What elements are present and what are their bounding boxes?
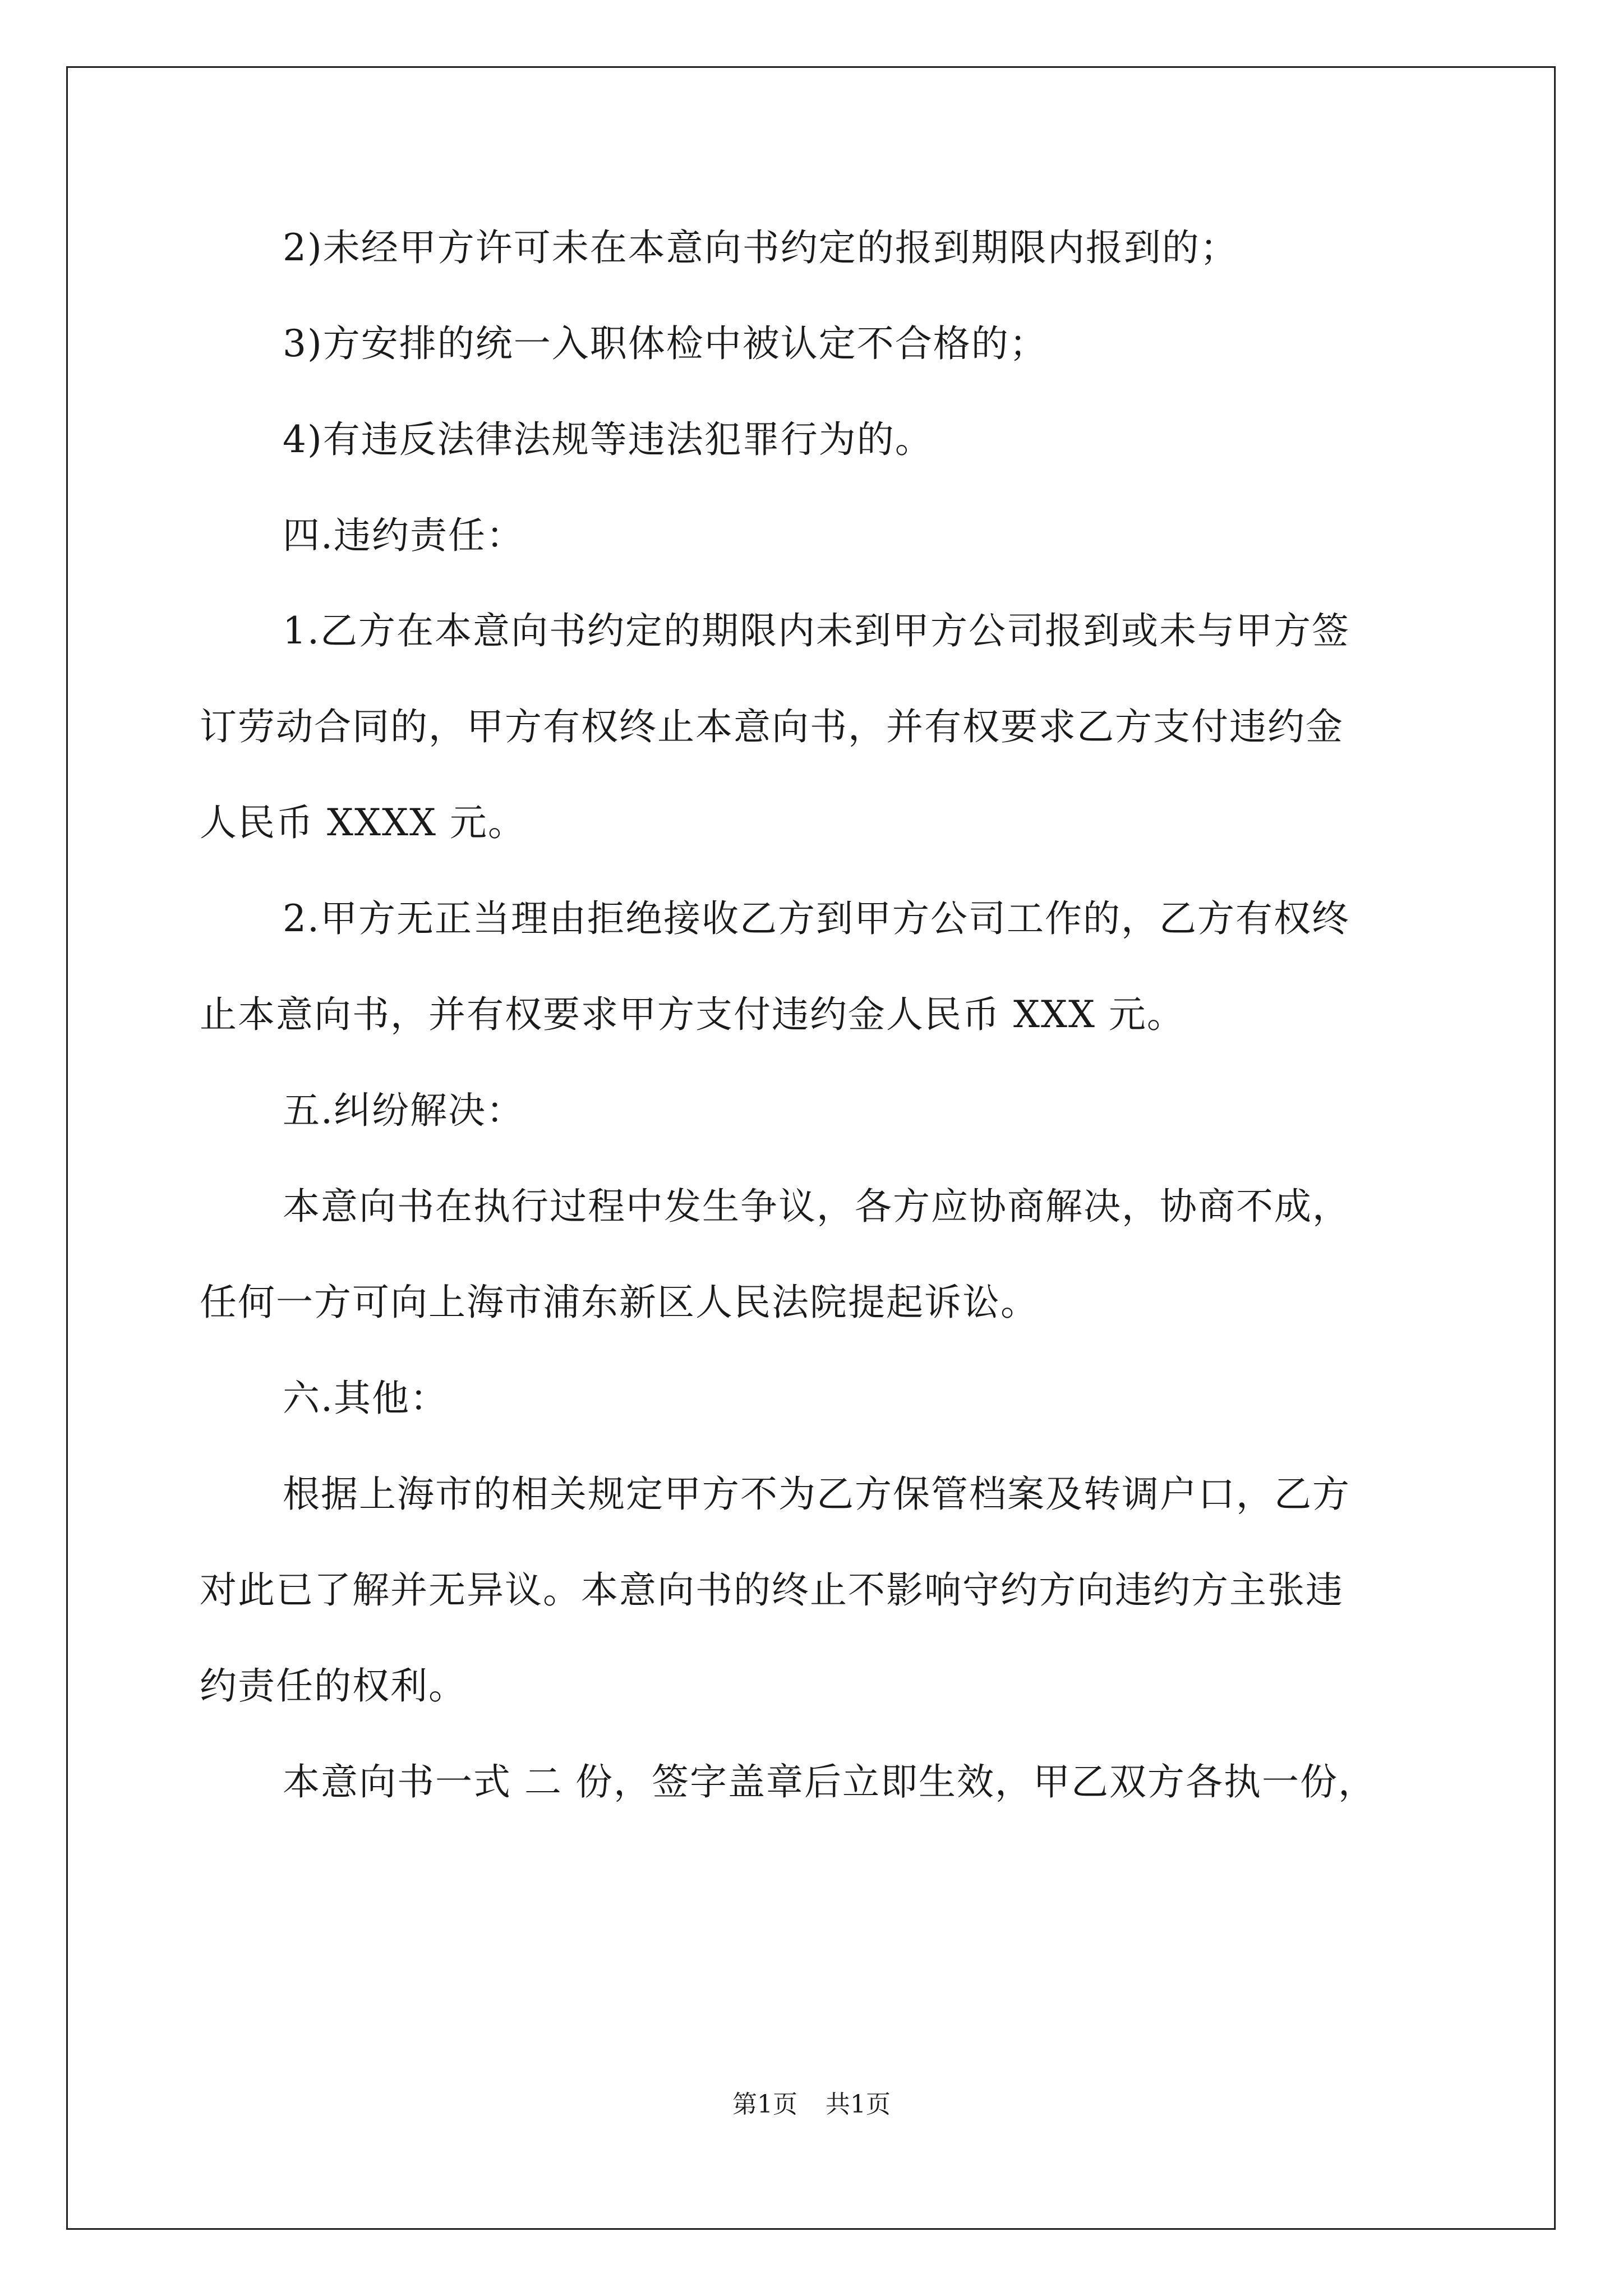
paragraph-line: 本意向书在执行过程中发生争议，各方应协商解决，协商不成， xyxy=(283,1185,1350,1228)
paragraph-line: 根据上海市的相关规定甲方不为乙方保管档案及转调户口，乙方 xyxy=(283,1473,1350,1516)
page-border xyxy=(66,66,1556,2230)
section-heading-breach: 四.违约责任： xyxy=(283,514,524,557)
section-heading-dispute: 五.纠纷解决： xyxy=(283,1089,524,1132)
section-heading-other: 六.其他： xyxy=(283,1377,448,1420)
paragraph-line: 任何一方可向上海市浦东新区人民法院提起诉讼。 xyxy=(200,1281,1039,1324)
paragraph-line: 止本意向书，并有权要求甲方支付违约金人民币 XXX 元。 xyxy=(200,993,1185,1036)
paragraph-line: 订劳动合同的，甲方有权终止本意向书，并有权要求乙方支付违约金 xyxy=(200,705,1344,748)
page-total: 共1页 xyxy=(826,2090,891,2119)
clause-item-3: 3)方安排的统一入职体检中被认定不合格的； xyxy=(283,322,1048,365)
page-number: 第1页 xyxy=(732,2090,797,2119)
clause-item-2: 2)未经甲方许可未在本意向书约定的报到期限内报到的； xyxy=(283,226,1238,269)
page-footer xyxy=(0,2092,1623,2117)
paragraph-line: 2.甲方无正当理由拒绝接收乙方到甲方公司工作的，乙方有权终 xyxy=(283,897,1350,940)
paragraph-line: 人民币 XXXX 元。 xyxy=(200,801,526,844)
paragraph-line: 本意向书一式 二 份，签字盖章后立即生效，甲乙双方各执一份， xyxy=(283,1760,1376,1803)
paragraph-line: 1.乙方在本意向书约定的期限内未到甲方公司报到或未与甲方签 xyxy=(283,609,1350,652)
paragraph-line: 约责任的权利。 xyxy=(200,1664,467,1708)
clause-item-4: 4)有违反法律法规等违法犯罪行为的。 xyxy=(283,418,933,461)
paragraph-line: 对此已了解并无异议。本意向书的终止不影响守约方向违约方主张违 xyxy=(200,1568,1344,1612)
